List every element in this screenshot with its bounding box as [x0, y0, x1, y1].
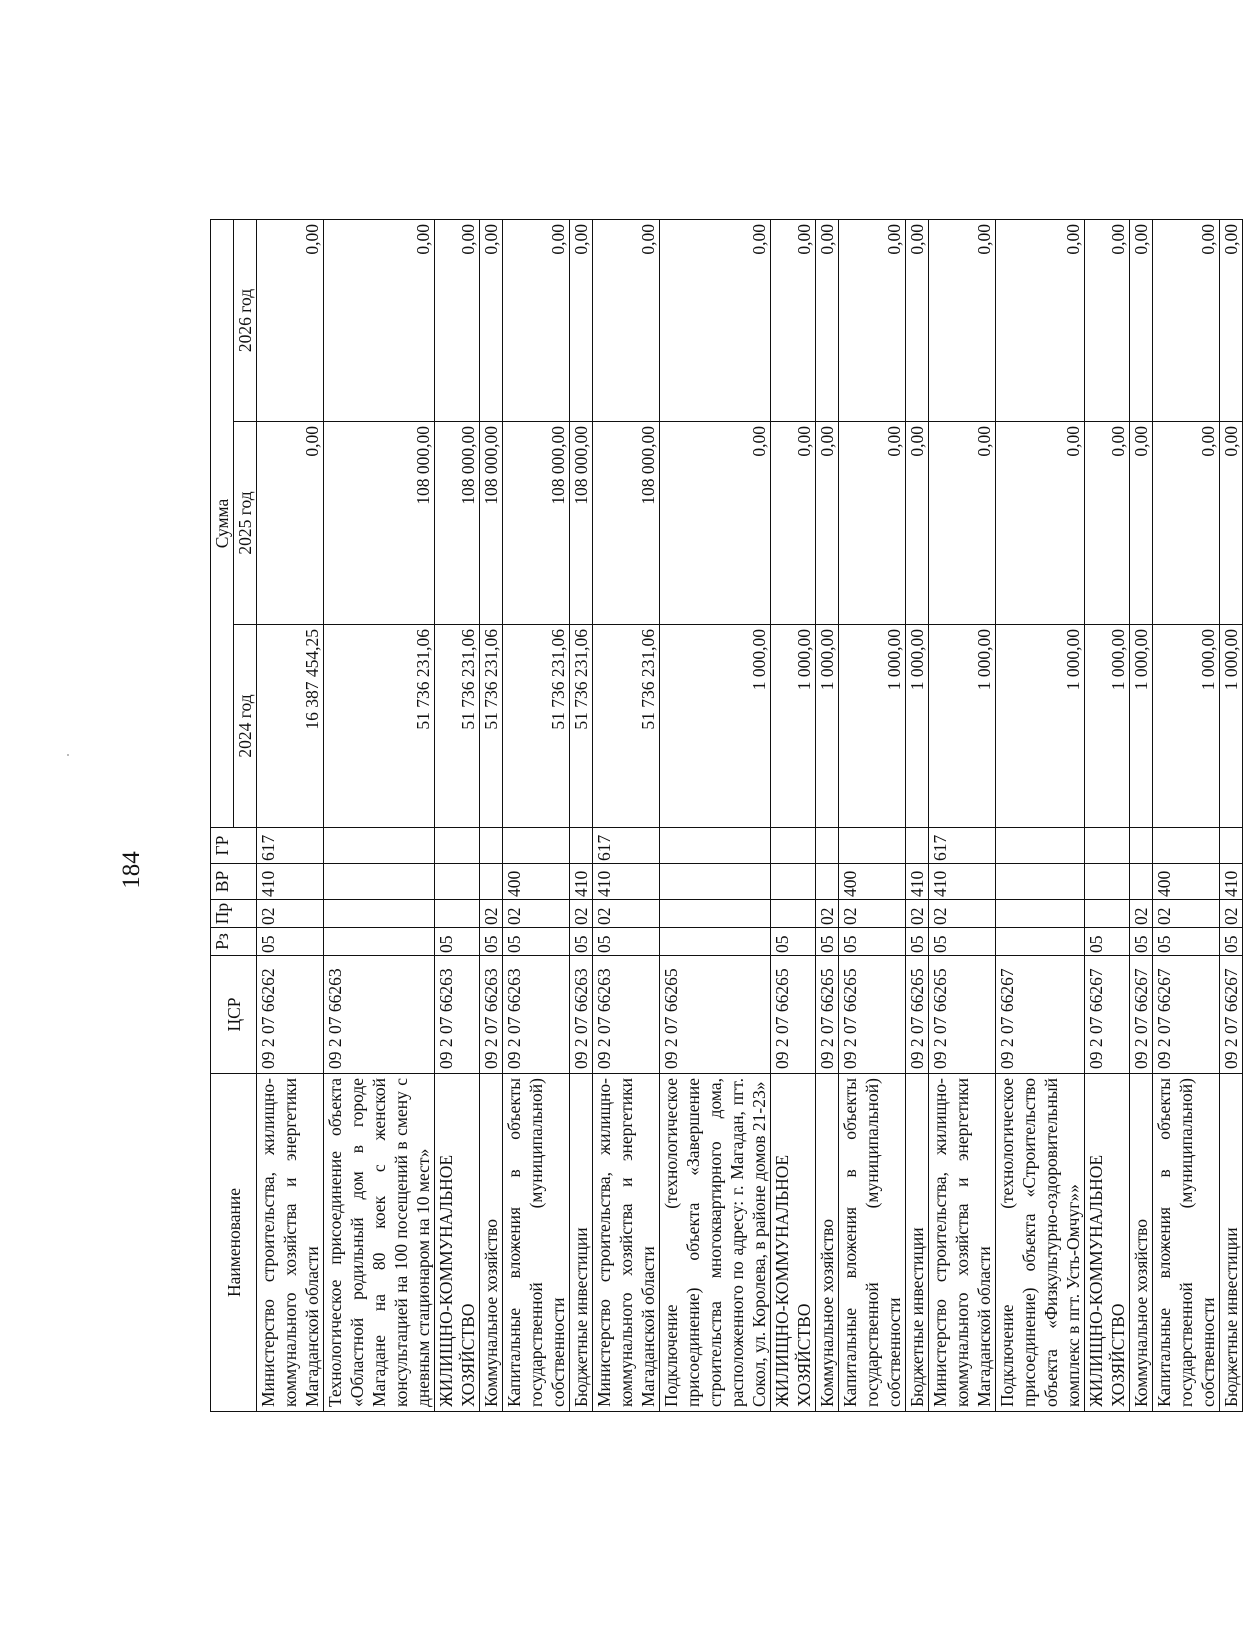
- row-gr: [906, 828, 929, 864]
- row-amount-2024: 16 387 454,25: [257, 625, 324, 828]
- row-amount-2024: 1 000,00: [660, 625, 771, 828]
- row-vr: [771, 864, 816, 900]
- header-2026: 2026 год: [234, 219, 257, 421]
- table-row: [257, 219, 324, 1411]
- row-csr: 09 2 07 66265: [929, 956, 996, 1074]
- row-amount-2024: 1 000,00: [1153, 625, 1220, 828]
- row-amount-2026: 0,00: [996, 219, 1085, 421]
- row-rz: 05: [503, 928, 570, 956]
- row-rz: [996, 928, 1085, 956]
- row-amount-2026: 0,00: [1153, 219, 1220, 421]
- header-csr: ЦСР: [211, 956, 257, 1074]
- row-amount-2024: 1 000,00: [816, 625, 839, 828]
- row-csr: 09 2 07 66263: [570, 956, 593, 1074]
- row-gr: 617: [593, 828, 660, 864]
- row-gr: [570, 828, 593, 864]
- row-amount-2025: 0,00: [1220, 422, 1243, 625]
- row-name: ЖИЛИЩНО-КОММУНАЛЬНОЕ ХОЗЯЙСТВО: [1085, 1074, 1130, 1412]
- budget-table-container: [210, 220, 1241, 1412]
- row-name: Министерство строительства, жилищно-коммунального хозяйства и энергетики Магаданской области: [593, 1074, 660, 1412]
- row-amount-2024: 51 736 231,06: [593, 625, 660, 828]
- row-amount-2026: 0,00: [570, 219, 593, 421]
- row-vr: 410: [906, 864, 929, 900]
- row-gr: [1153, 828, 1220, 864]
- row-pr: 02: [480, 900, 503, 928]
- row-rz: 05: [1085, 928, 1130, 956]
- row-amount-2024: 1 000,00: [929, 625, 996, 828]
- row-amount-2024: 51 736 231,06: [570, 625, 593, 828]
- row-gr: [1130, 828, 1153, 864]
- row-amount-2025: 0,00: [1085, 422, 1130, 625]
- row-pr: 02: [257, 900, 324, 928]
- row-amount-2026: 0,00: [1085, 219, 1130, 421]
- row-gr: 617: [929, 828, 996, 864]
- row-gr: [324, 828, 435, 864]
- row-gr: [771, 828, 816, 864]
- header-gr: ГР: [211, 828, 257, 864]
- row-name: Капитальные вложения в объекты государственной (муниципальной) собственности: [503, 1074, 570, 1412]
- row-amount-2025: 0,00: [929, 422, 996, 625]
- row-name: ЖИЛИЩНО-КОММУНАЛЬНОЕ ХОЗЯЙСТВО: [435, 1074, 480, 1412]
- row-pr: [324, 900, 435, 928]
- row-amount-2025: 0,00: [996, 422, 1085, 625]
- row-amount-2025: 108 000,00: [503, 422, 570, 625]
- row-pr: [435, 900, 480, 928]
- table-row: [480, 219, 503, 1411]
- row-csr: 09 2 07 66267: [1153, 956, 1220, 1074]
- row-amount-2026: 0,00: [660, 219, 771, 421]
- row-amount-2024: 1 000,00: [839, 625, 906, 828]
- table-row: [503, 219, 570, 1411]
- row-amount-2026: 0,00: [1220, 219, 1243, 421]
- table-row: [435, 219, 480, 1411]
- row-gr: 617: [257, 828, 324, 864]
- row-vr: 410: [1220, 864, 1243, 900]
- row-amount-2024: 1 000,00: [906, 625, 929, 828]
- row-vr: [816, 864, 839, 900]
- row-name: Бюджетные инвестиции: [570, 1074, 593, 1412]
- row-rz: 05: [906, 928, 929, 956]
- row-name: Технологическое присоединение объекта «Областной родильный дом в городе Магадане на 80 коек с женской консультацией на 100 посещений в смену с дневным стационаром на 10 мест»: [324, 1074, 435, 1412]
- row-rz: 05: [593, 928, 660, 956]
- row-pr: 02: [929, 900, 996, 928]
- row-amount-2025: 0,00: [257, 422, 324, 625]
- row-name: Бюджетные инвестиции: [906, 1074, 929, 1412]
- row-amount-2025: 108 000,00: [593, 422, 660, 625]
- row-csr: 09 2 07 66263: [324, 956, 435, 1074]
- row-name: Коммунальное хозяйство: [816, 1074, 839, 1412]
- row-amount-2024: 1 000,00: [1130, 625, 1153, 828]
- row-gr: [996, 828, 1085, 864]
- table-row: [839, 219, 906, 1411]
- row-pr: 02: [1130, 900, 1153, 928]
- row-vr: 410: [570, 864, 593, 900]
- row-vr: [435, 864, 480, 900]
- row-amount-2026: 0,00: [906, 219, 929, 421]
- row-name: Капитальные вложения в объекты государственной (муниципальной) собственности: [839, 1074, 906, 1412]
- table-row: [324, 219, 435, 1411]
- row-amount-2025: 108 000,00: [480, 422, 503, 625]
- row-amount-2024: 51 736 231,06: [480, 625, 503, 828]
- row-csr: 09 2 07 66265: [660, 956, 771, 1074]
- row-name: Коммунальное хозяйство: [1130, 1074, 1153, 1412]
- table-row: [593, 219, 660, 1411]
- row-amount-2026: 0,00: [480, 219, 503, 421]
- row-csr: 09 2 07 66263: [593, 956, 660, 1074]
- row-csr: 09 2 07 66265: [771, 956, 816, 1074]
- row-vr: [660, 864, 771, 900]
- row-rz: 05: [816, 928, 839, 956]
- table-row: [1130, 219, 1153, 1411]
- row-amount-2024: 1 000,00: [996, 625, 1085, 828]
- row-csr: 09 2 07 66262: [257, 956, 324, 1074]
- row-gr: [435, 828, 480, 864]
- header-2024: 2024 год: [234, 625, 257, 828]
- row-name: ЖИЛИЩНО-КОММУНАЛЬНОЕ ХОЗЯЙСТВО: [771, 1074, 816, 1412]
- table-row: [1085, 219, 1130, 1411]
- row-amount-2025: 0,00: [839, 422, 906, 625]
- row-name: Министерство строительства, жилищно-коммунального хозяйства и энергетики Магаданской области: [929, 1074, 996, 1412]
- row-csr: 09 2 07 66267: [1130, 956, 1153, 1074]
- row-pr: 02: [1153, 900, 1220, 928]
- row-rz: 05: [257, 928, 324, 956]
- row-amount-2026: 0,00: [1130, 219, 1153, 421]
- row-gr: [816, 828, 839, 864]
- row-rz: 05: [480, 928, 503, 956]
- row-amount-2026: 0,00: [929, 219, 996, 421]
- row-amount-2025: 0,00: [660, 422, 771, 625]
- row-gr: [503, 828, 570, 864]
- row-amount-2026: 0,00: [503, 219, 570, 421]
- row-rz: 05: [1153, 928, 1220, 956]
- row-amount-2024: 51 736 231,06: [324, 625, 435, 828]
- row-amount-2026: 0,00: [593, 219, 660, 421]
- row-vr: 410: [929, 864, 996, 900]
- row-name: Подключение (технологическое присоединение) объекта «Строительство объекта «Физкультурно-оздоровительный комплекс в пгт. Усть-Омчуг»»: [996, 1074, 1085, 1412]
- row-rz: 05: [1220, 928, 1243, 956]
- header-sum: Сумма: [211, 219, 234, 827]
- row-amount-2026: 0,00: [324, 219, 435, 421]
- header-rz: Рз: [211, 928, 257, 956]
- row-csr: 09 2 07 66267: [996, 956, 1085, 1074]
- row-amount-2025: 0,00: [771, 422, 816, 625]
- table-row: [570, 219, 593, 1411]
- row-vr: [480, 864, 503, 900]
- header-row-1: [211, 219, 234, 1411]
- row-pr: 02: [593, 900, 660, 928]
- row-amount-2025: 0,00: [1130, 422, 1153, 625]
- row-rz: 05: [929, 928, 996, 956]
- row-csr: 09 2 07 66263: [480, 956, 503, 1074]
- row-name: Подключение (технологическое присоединение) объекта «Завершение строительства многоквартирного дома, расположенного по адресу: г. Магадан, пгт. Сокол, ул. Королева, в районе домов 21-23»: [660, 1074, 771, 1412]
- row-name: Министерство строительства, жилищно-коммунального хозяйства и энергетики Магаданской области: [257, 1074, 324, 1412]
- row-amount-2025: 0,00: [816, 422, 839, 625]
- row-pr: 02: [503, 900, 570, 928]
- row-csr: 09 2 07 66263: [503, 956, 570, 1074]
- row-csr: 09 2 07 66267: [1220, 956, 1243, 1074]
- row-gr: [660, 828, 771, 864]
- row-amount-2025: 0,00: [906, 422, 929, 625]
- row-amount-2024: 1 000,00: [771, 625, 816, 828]
- row-gr: [1220, 828, 1243, 864]
- row-pr: 02: [839, 900, 906, 928]
- row-gr: [1085, 828, 1130, 864]
- row-rz: [324, 928, 435, 956]
- row-rz: 05: [771, 928, 816, 956]
- row-name: Коммунальное хозяйство: [480, 1074, 503, 1412]
- row-pr: 02: [570, 900, 593, 928]
- row-vr: [1085, 864, 1130, 900]
- row-amount-2024: 1 000,00: [1085, 625, 1130, 828]
- row-vr: [1130, 864, 1153, 900]
- table-row: [1220, 219, 1243, 1411]
- row-amount-2025: 108 000,00: [570, 422, 593, 625]
- row-pr: [771, 900, 816, 928]
- row-pr: 02: [1220, 900, 1243, 928]
- row-name: Капитальные вложения в объекты государственной (муниципальной) собственности: [1153, 1074, 1220, 1412]
- row-rz: 05: [570, 928, 593, 956]
- row-vr: 400: [839, 864, 906, 900]
- row-vr: 410: [593, 864, 660, 900]
- row-amount-2024: 51 736 231,06: [435, 625, 480, 828]
- row-pr: 02: [816, 900, 839, 928]
- header-name: Наименование: [211, 1074, 257, 1412]
- table-row: [906, 219, 929, 1411]
- row-amount-2024: 51 736 231,06: [503, 625, 570, 828]
- row-pr: [1085, 900, 1130, 928]
- row-csr: 09 2 07 66263: [435, 956, 480, 1074]
- table-row: [1153, 219, 1220, 1411]
- row-amount-2026: 0,00: [257, 219, 324, 421]
- row-pr: [660, 900, 771, 928]
- table-row: [996, 219, 1085, 1411]
- row-csr: 09 2 07 66265: [906, 956, 929, 1074]
- row-amount-2026: 0,00: [839, 219, 906, 421]
- scan-artifact: [67, 754, 69, 756]
- row-amount-2026: 0,00: [816, 219, 839, 421]
- table-row: [929, 219, 996, 1411]
- header-2025: 2025 год: [234, 422, 257, 625]
- row-gr: [839, 828, 906, 864]
- header-vr: ВР: [211, 864, 257, 900]
- row-vr: 400: [503, 864, 570, 900]
- row-gr: [480, 828, 503, 864]
- table-row: [660, 219, 771, 1411]
- header-pr: Пр: [211, 900, 257, 928]
- row-vr: [324, 864, 435, 900]
- row-amount-2025: 108 000,00: [435, 422, 480, 625]
- table-row: [771, 219, 816, 1411]
- row-csr: 09 2 07 66265: [839, 956, 906, 1074]
- table-row: [816, 219, 839, 1411]
- row-rz: [660, 928, 771, 956]
- row-vr: 410: [257, 864, 324, 900]
- row-vr: 400: [1153, 864, 1220, 900]
- page-number: 184: [118, 851, 145, 889]
- row-amount-2025: 108 000,00: [324, 422, 435, 625]
- row-rz: 05: [435, 928, 480, 956]
- row-rz: 05: [839, 928, 906, 956]
- row-rz: 05: [1130, 928, 1153, 956]
- row-amount-2025: 0,00: [1153, 422, 1220, 625]
- row-name: Бюджетные инвестиции: [1220, 1074, 1243, 1412]
- row-amount-2026: 0,00: [435, 219, 480, 421]
- row-csr: 09 2 07 66267: [1085, 956, 1130, 1074]
- budget-table: [210, 219, 1243, 1412]
- row-amount-2024: 1 000,00: [1220, 625, 1243, 828]
- row-pr: 02: [906, 900, 929, 928]
- row-csr: 09 2 07 66265: [816, 956, 839, 1074]
- row-pr: [996, 900, 1085, 928]
- row-amount-2026: 0,00: [771, 219, 816, 421]
- row-vr: [996, 864, 1085, 900]
